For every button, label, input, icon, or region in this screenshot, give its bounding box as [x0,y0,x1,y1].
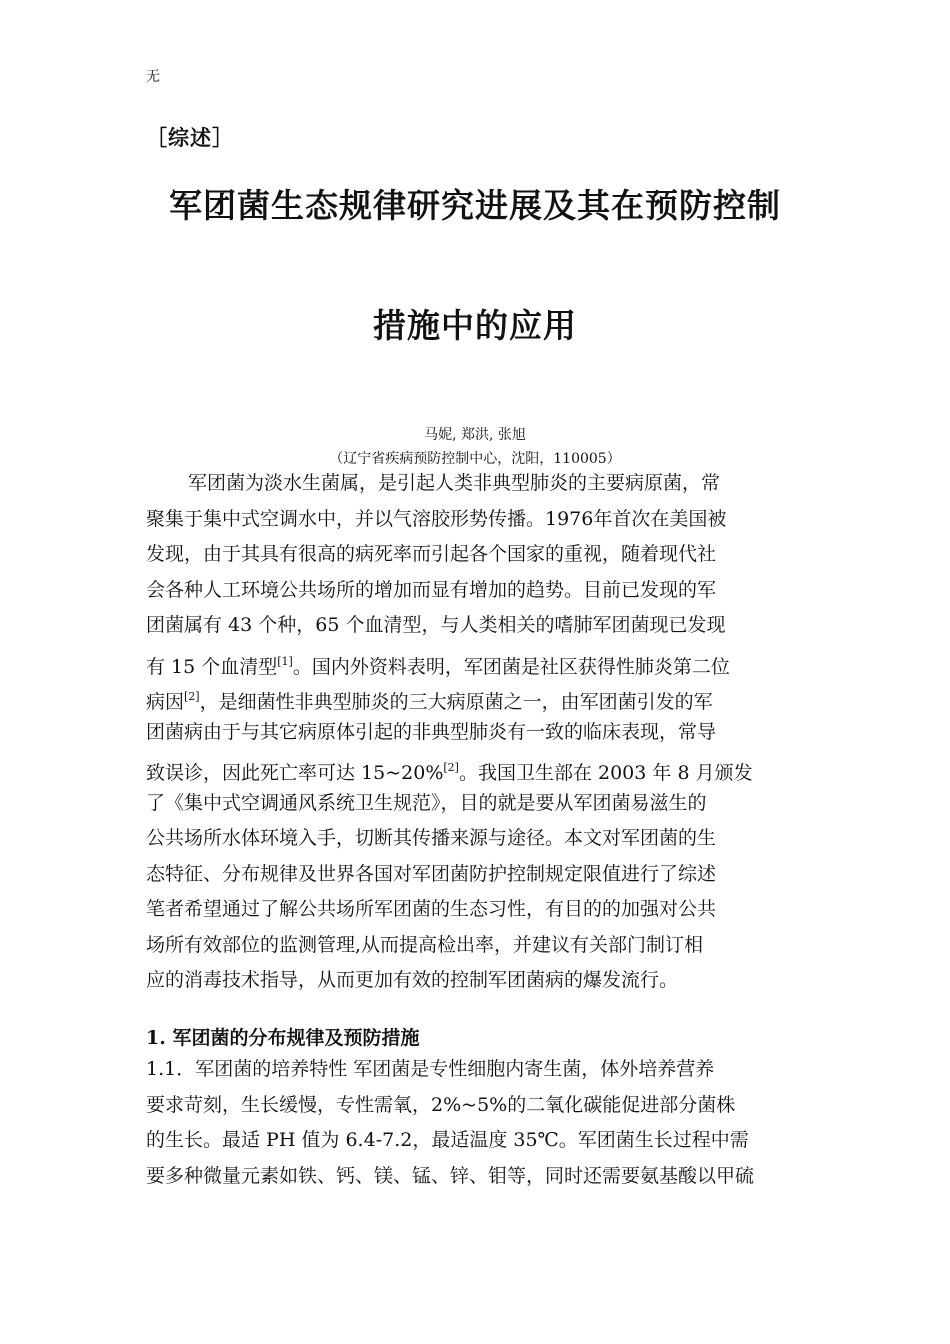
text-segment: ，是细菌性非典型肺炎的三大病原菌之一，由军团菌引发的军 [199,691,713,713]
title-line-2: 措施中的应用 [373,306,577,345]
paragraph-line: 团菌病由于与其它病原体引起的非典型肺炎有一致的临床表现，常导 [146,720,717,743]
paragraph-line: 笔者希望通过了解公共场所军团菌的生态习性，有目的的加强对公共 [146,898,717,920]
paragraph-line: 团菌属有 43 个种，65 个血清型，与人类相关的嗜肺军团菌现已发现 [146,614,726,636]
paragraph-line: 公共场所水体环境入手，切断其传播来源与途径。本文对军团菌的生 [146,827,717,849]
section-heading: 1. 军团菌的分布规律及预防措施 [146,1027,420,1049]
paragraph-line [146,679,806,715]
text-segment: 病因 [146,691,185,713]
paragraph-line: 会各种人工环境公共场所的增加而显有增加的趋势。目前已发现的军 [146,578,717,601]
text-segment: 有 15 个血清型 [146,655,278,678]
paragraph-line: 应的消毒技术指导，从而更加有效的控制军团菌病的爆发流行。 [146,969,679,991]
citation: [1] [277,654,293,668]
paragraph-line: 要求苛刻，生长缓慢，专性需氧，2%~5%的二氧化碳能促进部分菌株 [146,1093,736,1116]
citation: [2] [184,690,200,703]
paragraph-line: 了《集中式空调通风系统卫生规范》，目的就是要从军团菌易滋生的 [146,791,707,814]
paragraph-line: 要多种微量元素如铁、钙、镁、锰、锌、钼等，同时还需要氨基酸以甲硫 [146,1164,755,1187]
section-paragraph [146,1052,806,1194]
authors: 马妮, 郑洪, 张旭 [424,427,526,443]
paragraph-line: 场所有效部位的监测管理,从而提高检出率，并建议有关部门制订相 [146,933,704,956]
text-segment: 。国内外资料表明，军团菌是社区获得性肺炎第二位 [292,655,730,678]
paragraph-line: 发现，由于其具有很高的病死率而引起各个国家的重视，随着现代社 [146,543,717,565]
paragraph-line [146,644,806,680]
article-category: ［综述］ [146,125,234,150]
header-mark: 无 [146,69,160,85]
text-segment: 。我国卫生部在 2003 年 8 月颁发 [458,762,753,784]
abstract-paragraph [146,466,806,999]
affiliation: （辽宁省疾病预防控制中心，沈阳，110005） [329,451,621,467]
paragraph-line: 态特征、分布规律及世界各国对军团菌防护控制规定限值进行了综述 [146,862,717,885]
citation: [2] [443,761,459,774]
paragraph-line: 的生长。最适 PH 值为 6.4-7.2，最适温度 35℃。军团菌生长过程中需 [146,1129,749,1151]
paragraph-line: 聚集于集中式空调水中，并以气溶胶形势传播。1976年首次在美国被 [146,507,727,530]
paragraph-line: 1.1．军团菌的培养特性 军团菌是专性细胞内寄生菌，体外培养营养 [146,1058,715,1080]
title-line-1: 军团菌生态规律研究进展及其在预防控制 [169,186,781,225]
text-segment: 致误诊，因此死亡率可达 15~20% [146,762,444,784]
paragraph-line [146,750,806,786]
paragraph-line: 军团菌为淡水生菌属，是引起人类非典型肺炎的主要病原菌，常 [188,472,721,494]
